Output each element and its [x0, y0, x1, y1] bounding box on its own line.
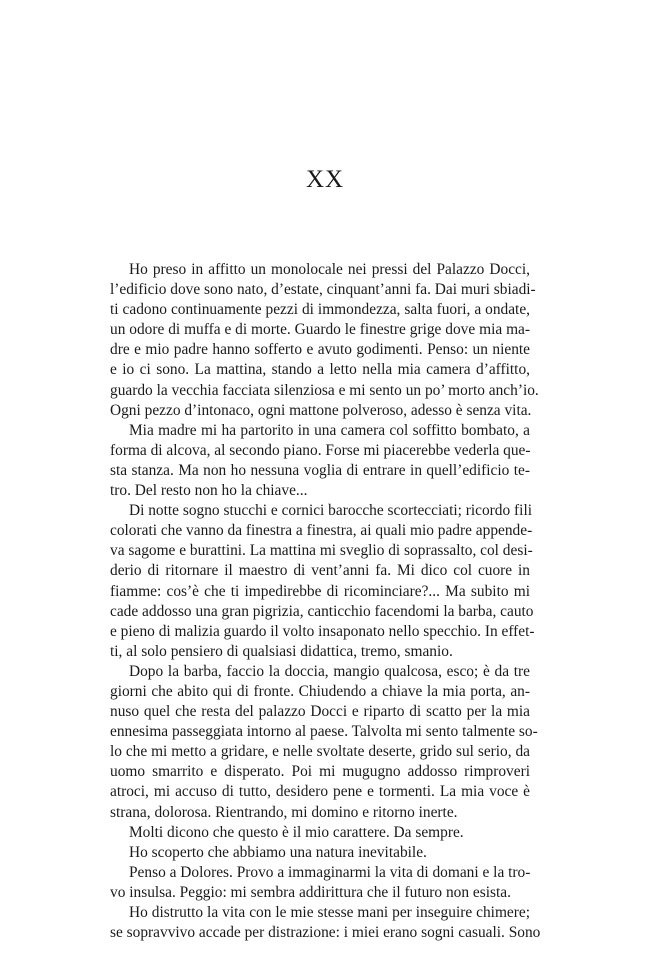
paragraph	[110, 903, 541, 943]
text-line: nuso quel che resta del palazzo Docci e riparto di scatto per la mia	[110, 703, 530, 721]
chapter-title: XX	[305, 166, 345, 193]
text-line: Ogni pezzo d’intonaco, ogni mattone polveroso, adesso è senza vita.	[110, 401, 532, 419]
text-line: strana, dolorosa. Rientrando, mi domino e ritorno inerte.	[110, 803, 458, 821]
text-line: Molti dicono che questo è il mio carattere. Da sempre.	[129, 823, 464, 841]
paragraph	[110, 501, 535, 662]
paragraph	[110, 662, 538, 823]
text-line: se sopravvivo accade per distrazione: i miei erano sogni casuali. Sono	[110, 924, 541, 942]
paragraph	[110, 843, 530, 863]
text-line: e io ci sono. La mattina, stando a letto nella mia camera d’affitto,	[110, 361, 530, 379]
text-line: atroci, mi accuso di tutto, desidero pene e tormenti. La mia voce è	[110, 783, 530, 801]
text-line: Ho scoperto che abbiamo una natura inevitabile.	[129, 843, 427, 861]
text-line: cade addosso una gran pigrizia, canticchio facendomi la barba, cauto	[110, 602, 534, 620]
body-text	[110, 260, 541, 943]
text-line: forma di alcova, al secondo piano. Forse mi piacerebbe vederla que-	[110, 441, 531, 459]
text-line: guardo la vecchia facciata silenziosa e mi sento un po’ morto anch’io.	[110, 381, 539, 399]
text-line: l’edificio dove sono nato, d’estate, cinquant’anni fa. Dai muri sbiadi-	[110, 281, 536, 299]
text-line: ennesima passeggiata intorno al paese. Talvolta mi sento talmente so-	[110, 723, 538, 741]
text-line: sta stanza. Ma non ho nessuna voglia di entrare in quell’edificio te-	[110, 461, 530, 479]
text-line: lo che mi metto a gridare, e nelle svoltate deserte, grido sul serio, da	[110, 743, 530, 761]
text-line: derio di ritornare il maestro di vent’anni fa. Mi dico col cuore in	[110, 562, 530, 580]
text-line: e pieno di malizia guardo il volto insaponato nello specchio. In effet-	[110, 622, 535, 640]
text-line: Ho distrutto la vita con le mie stesse mani per inseguire chimere;	[129, 904, 530, 921]
text-line: va sagome e burattini. La mattina mi sveglio di soprassalto, col desi-	[110, 542, 533, 560]
text-line: tro. Del resto non ho la chiave...	[110, 482, 308, 500]
text-line: Di notte sogno stucchi e cornici barocche scortecciati; ricordo fili	[129, 502, 532, 520]
paragraph	[110, 823, 530, 843]
text-line: dre e mio padre hanno sofferto e avuto godimenti. Penso: un niente	[110, 341, 530, 359]
paragraph	[110, 260, 539, 421]
text-line: Ho preso in affitto un monolocale nei pressi del Palazzo Docci,	[129, 261, 530, 278]
text-line: vo insulsa. Peggio: mi sembra addirittura che il futuro non esista.	[110, 883, 511, 901]
text-line: Penso a Dolores. Provo a immaginarmi la vita di domani e la tro-	[129, 863, 531, 881]
text-line: ti cadono continuamente pezzi di immondezza, salta fuori, a ondate,	[110, 301, 530, 319]
text-line: fiamme: cos’è che ti impedirebbe di ricominciare?... Ma subito mi	[110, 582, 530, 600]
text-line: uomo smarrito e disperato. Poi mi mugugno addosso rimproveri	[110, 763, 530, 781]
text-line: Mia madre mi ha partorito in una camera col soffitto bombato, a	[129, 421, 530, 439]
text-line: Dopo la barba, faccio la doccia, mangio qualcosa, esco; è da tre	[129, 662, 530, 680]
paragraph	[110, 421, 530, 501]
text-line: colorati che vanno da finestra a finestra, ai quali mio padre appende-	[110, 522, 533, 540]
paragraph	[110, 863, 530, 903]
text-line: ti, al solo pensiero di qualsiasi didattica, tremo, smanio.	[110, 642, 453, 660]
text-line: un odore di muffa e di morte. Guardo le finestre grige dove mia ma-	[110, 321, 530, 339]
text-line: giorni che abito qui di fronte. Chiudendo a chiave la mia porta, an-	[110, 682, 530, 700]
